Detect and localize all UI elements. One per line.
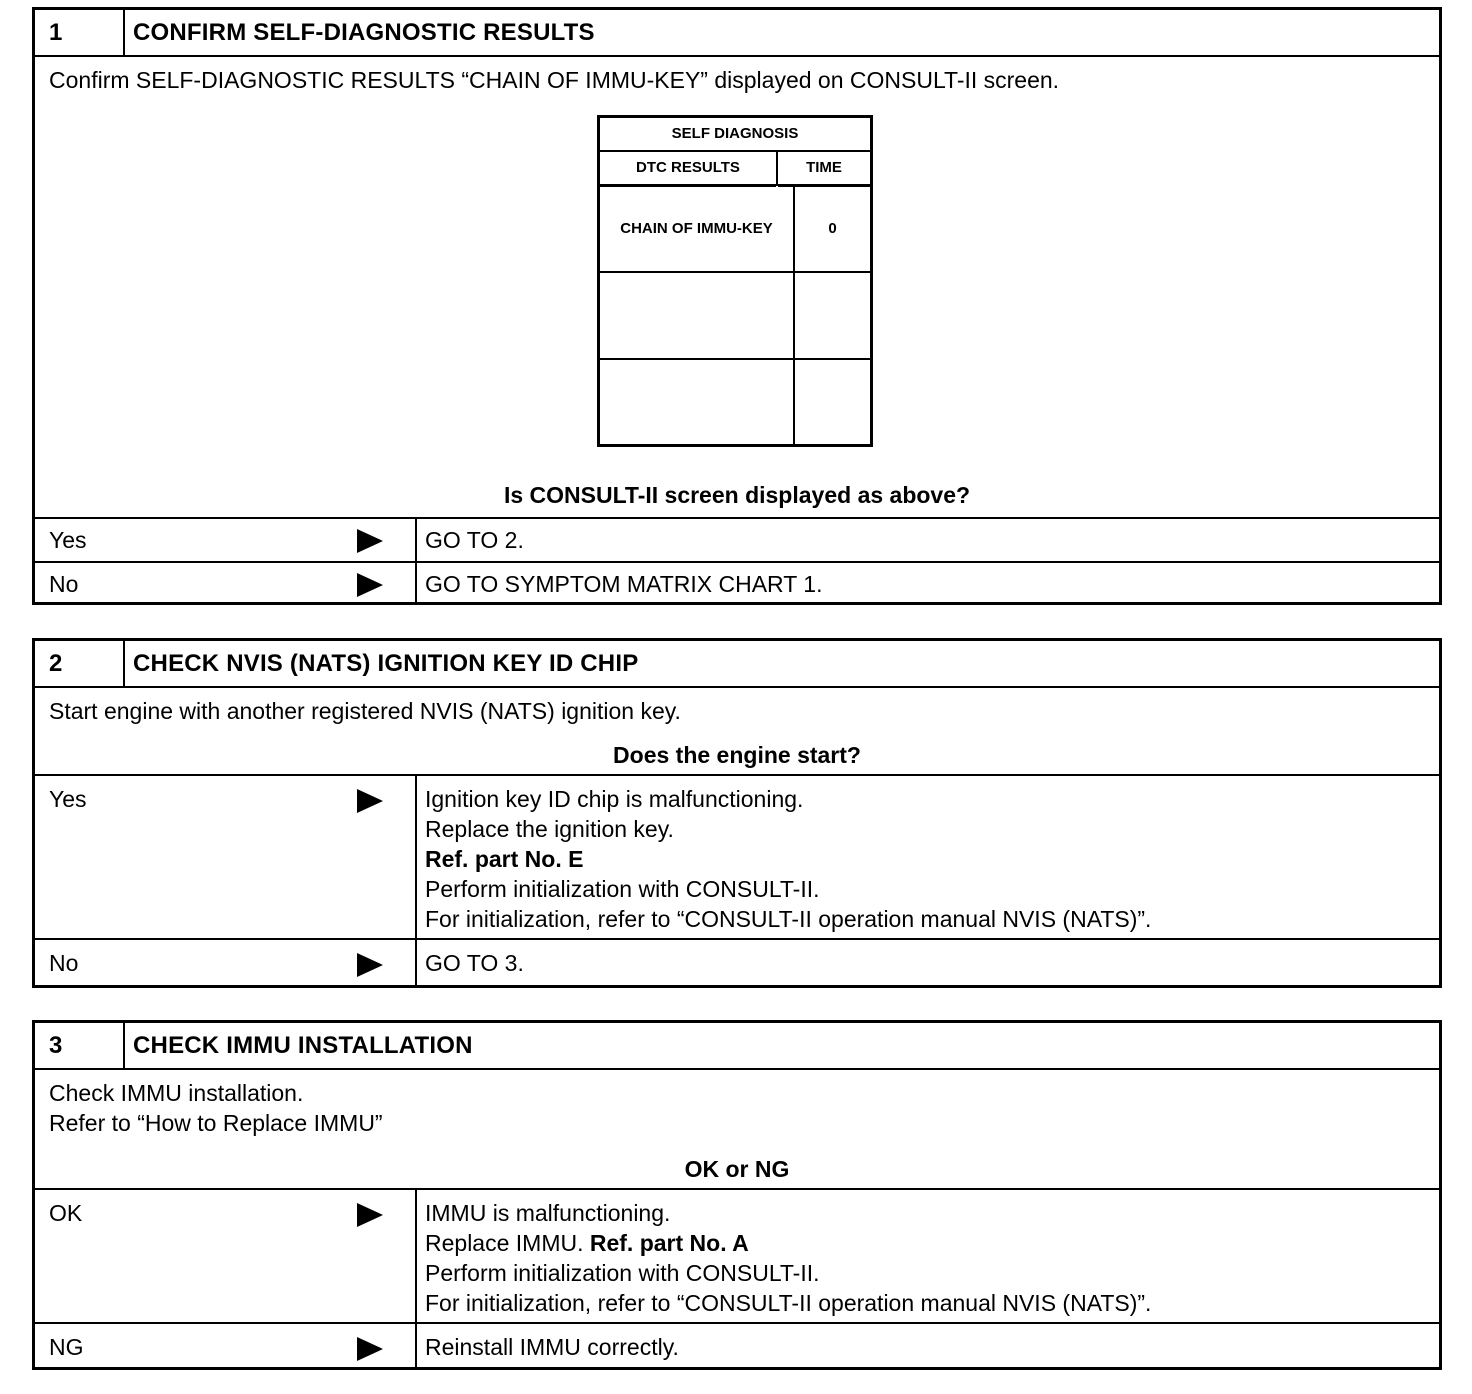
step-instruction: Refer to “How to Replace IMMU” (49, 1110, 383, 1136)
screen-title: SELF DIAGNOSIS (600, 118, 870, 152)
step-1-header (35, 10, 1439, 57)
arrow-right-icon (357, 953, 383, 977)
answer-row-ng (35, 1322, 1439, 1369)
dtc-result-cell: CHAIN OF IMMU-KEY (620, 220, 773, 237)
step-1-body (35, 57, 1439, 519)
answer-result: IMMU is malfunctioning. Replace IMMU. Ref. part No. A Perform initialization with CONSULT-II. For initialization, refer to “CONSULT-II operation manual NVIS (NATS)”. (425, 1200, 1152, 1316)
arrow-right-icon (357, 1203, 383, 1227)
row-divider (600, 358, 870, 360)
answer-label: OK (35, 1190, 417, 1322)
step-number: 3 (35, 1023, 125, 1068)
answer-label: Yes (35, 776, 417, 938)
step-instruction: Confirm SELF-DIAGNOSTIC RESULTS “CHAIN OF IMMU-KEY” displayed on CONSULT-II screen. (49, 67, 1060, 93)
step-instruction: Start engine with another registered NVIS (NATS) ignition key. (49, 698, 681, 724)
arrow-right-icon (357, 789, 383, 813)
col-header-time: TIME (778, 152, 870, 187)
answer-label: Yes (35, 519, 417, 561)
answer-result: GO TO 3. (425, 950, 524, 976)
answer-label: NG (35, 1324, 417, 1369)
step-3-body (35, 1070, 1439, 1190)
step-number: 1 (35, 10, 125, 55)
arrow-right-icon (357, 1337, 383, 1361)
answer-row-no (35, 938, 1439, 985)
step-number: 2 (35, 641, 125, 686)
answer-row-no (35, 561, 1439, 605)
row-divider (600, 271, 870, 273)
answer-result: GO TO SYMPTOM MATRIX CHART 1. (425, 571, 823, 597)
step-3-box (32, 1020, 1442, 1370)
step-3-header (35, 1023, 1439, 1070)
self-diagnosis-screen (597, 115, 873, 447)
step-question: Is CONSULT-II screen displayed as above? (503, 482, 971, 508)
answer-result: GO TO 2. (425, 527, 524, 553)
answer-result: Reinstall IMMU correctly. (425, 1334, 679, 1360)
col-header-dtc-results: DTC RESULTS (600, 152, 776, 187)
arrow-right-icon (357, 573, 383, 597)
step-2-box (32, 638, 1442, 988)
answer-label: No (35, 563, 417, 605)
step-2-body (35, 688, 1439, 776)
answer-result: Ignition key ID chip is malfunctioning. Replace the ignition key. Ref. part No. E Perform initialization with CONSULT-II. For initialization, refer to “CONSULT-II operation manual NVIS (NATS)”. (425, 786, 1152, 932)
step-title: CONFIRM SELF-DIAGNOSTIC RESULTS (133, 19, 595, 46)
answer-row-yes (35, 776, 1439, 938)
step-1-box (32, 7, 1442, 605)
answer-row-yes (35, 519, 1439, 561)
step-question: Does the engine start? (613, 742, 861, 768)
step-title: CHECK NVIS (NATS) IGNITION KEY ID CHIP (133, 650, 639, 677)
step-2-header (35, 641, 1439, 688)
answer-row-ok (35, 1190, 1439, 1322)
answer-label: No (35, 940, 417, 985)
dtc-time-cell: 0 (828, 220, 837, 237)
step-instruction: Check IMMU installation. (49, 1080, 304, 1106)
arrow-right-icon (357, 529, 383, 553)
header-divider (776, 152, 778, 186)
step-question: OK or NG (684, 1156, 790, 1182)
step-title: CHECK IMMU INSTALLATION (133, 1032, 473, 1059)
